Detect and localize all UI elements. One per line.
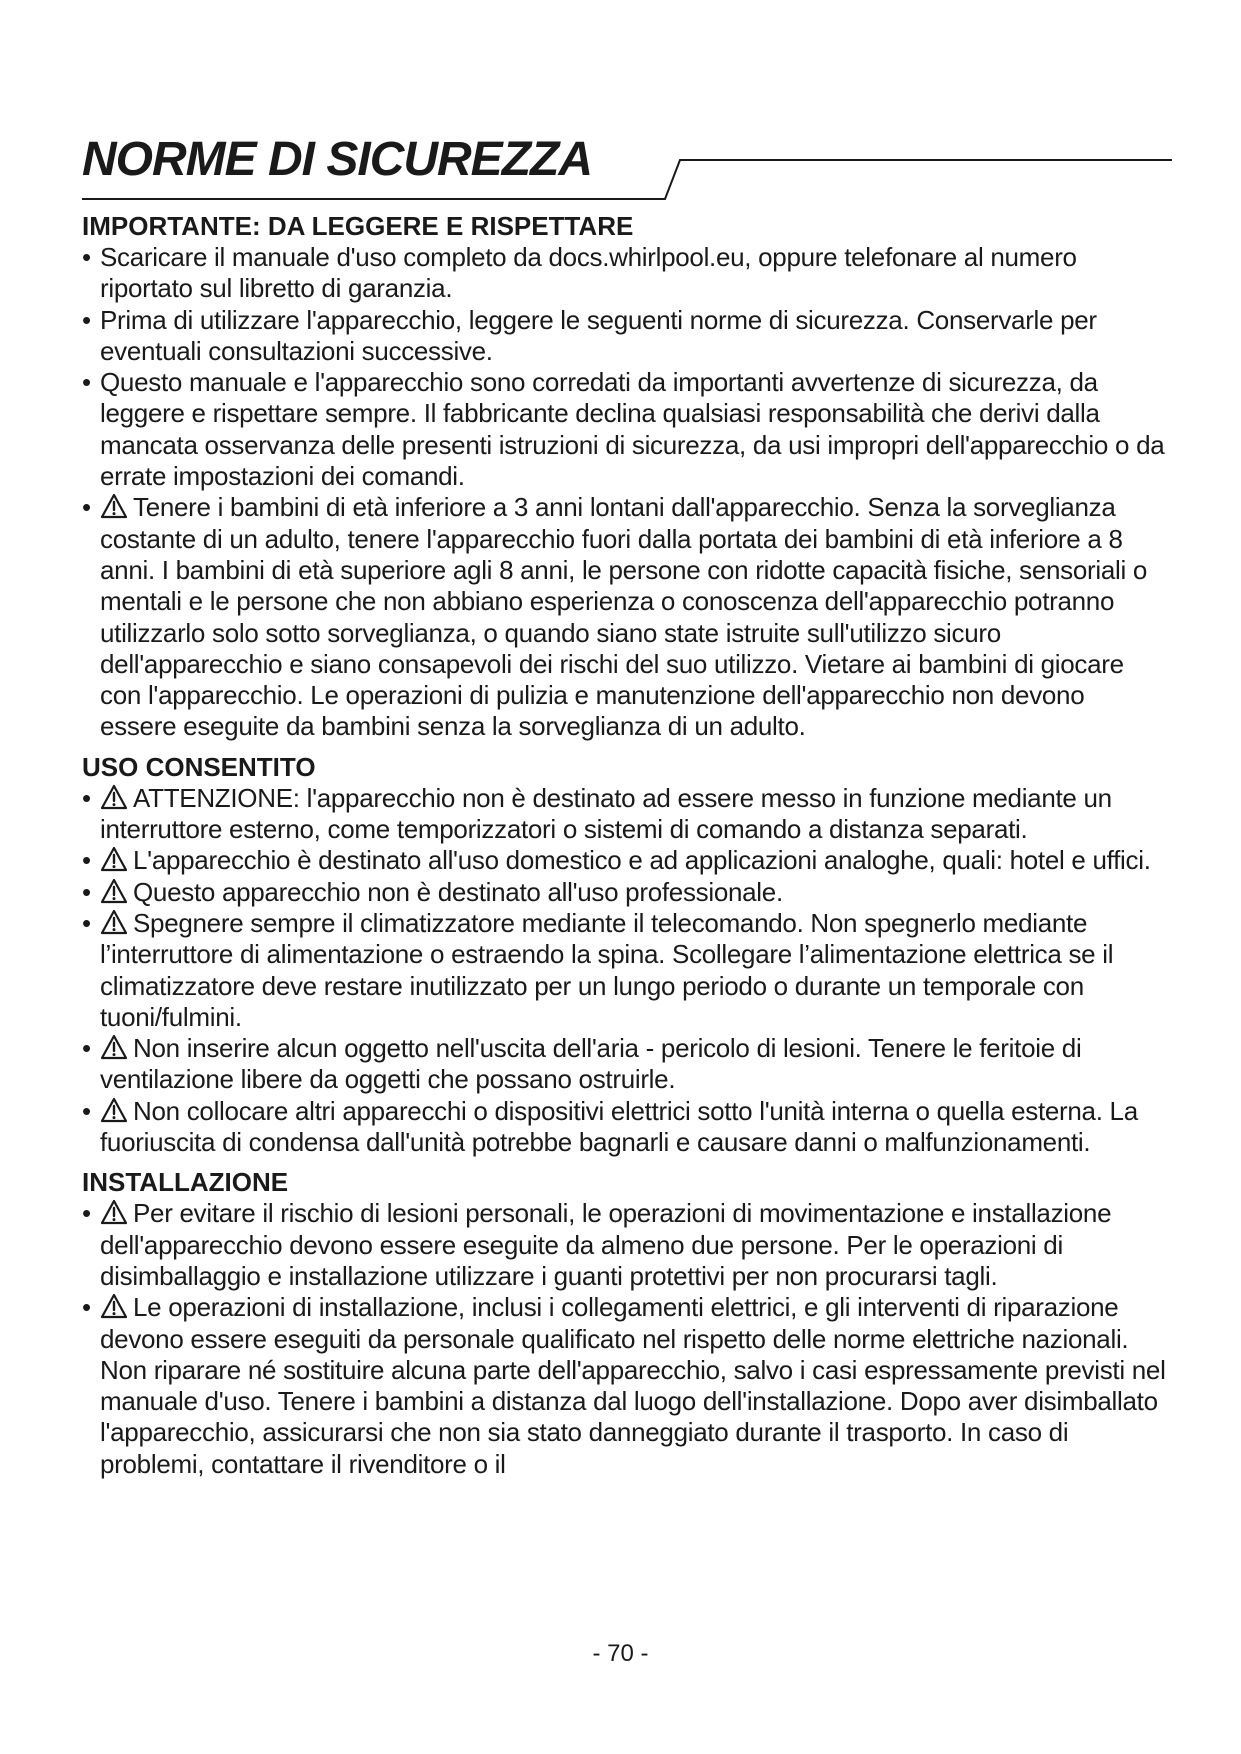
- list-item-text: Scaricare il manuale d'uso completo da docs.whirlpool.eu, oppure telefonare al numero riportato sul libretto di garanzia.: [100, 242, 1077, 304]
- warning-triangle-icon: [100, 1034, 130, 1060]
- bullet-icon: •: [82, 782, 91, 813]
- document-page: [82, 0, 1167, 1488]
- title-row: [82, 0, 1167, 210]
- list-item-text: Le operazioni di installazione, inclusi i collegamenti elettrici, e gli interventi di riparazione devono essere eseguiti da personale qualificato nel rispetto delle norme elettriche nazionali. Non riparare né sostituire alcuna parte dell'apparecchio, salvo i casi espressamente previsti nel manuale d'uso. Tenere i bambini a distanza dal luogo dell'installazione. Dopo aver disimballato l'apparecchio, assicurarsi che non sia stato danneggiato durante il trasporto. In caso di problemi, contattare il rivenditore o il: [100, 1292, 1166, 1479]
- list-item-text: Spegnere sempre il climatizzatore mediante il telecomando. Non spegnerlo mediante l’interruttore di alimentazione o estraendo la spina. Scollegare l’alimentazione elettrica se il climatizzatore deve restare inutilizzato per un lungo periodo o durante un temporale con tuoni/fulmini.: [100, 907, 1114, 1032]
- list-item-text: Per evitare il rischio di lesioni personali, le operazioni di movimentazione e installazione dell'apparecchio devono essere eseguite da almeno due persone. Per le operazioni di disimballaggio e installazione utilizzare i guanti protettivi per non procurarsi tagli.: [100, 1198, 1112, 1291]
- bullet-icon: •: [82, 304, 91, 335]
- warning-triangle-icon: [100, 1199, 130, 1225]
- section-heading: USO CONSENTITO: [82, 751, 316, 782]
- list-item-text: Questo apparecchio non è destinato all'uso professionale.: [133, 876, 783, 907]
- bullet-icon: •: [82, 367, 91, 398]
- bullet-list: [82, 242, 1167, 743]
- section: [82, 1166, 1167, 1480]
- bullet-icon: •: [82, 845, 91, 876]
- list-item-text: Tenere i bambini di età inferiore a 3 anni lontani dall'apparecchio. Senza la sorveglianza costante di un adulto, tenere l'apparecchio fuori dalla portata dei bambini di età inferiore a 8 anni. I bambini di età superiore agli 8 anni, le persone con ridotte capacità fisiche, sensoriali o mentali e le persone che non abbiano esperienza o conoscenza dell'apparecchio potranno utilizzarlo solo sotto sorveglianza, o quando siano state istruite sull'utilizzo sicuro dell'apparecchio e siano consapevoli dei rischi del suo utilizzo. Vietare ai bambini di giocare con l'apparecchio. Le operazioni di pulizia e manutenzione dell'apparecchio non devono essere eseguite da bambini senza la sorveglianza di un adulto.: [100, 492, 1148, 742]
- page-number: - 70 -: [592, 1640, 649, 1667]
- section-heading: INSTALLAZIONE: [82, 1167, 289, 1198]
- page-title: NORME DI SICUREZZA: [82, 133, 592, 186]
- bullet-list: [82, 1198, 1167, 1480]
- warning-triangle-icon: [100, 909, 130, 935]
- list-item: [82, 492, 1167, 742]
- bullet-icon: •: [82, 1095, 91, 1126]
- section: [82, 751, 1167, 1159]
- bullet-list: [82, 783, 1167, 1159]
- list-item: [82, 242, 1167, 305]
- list-item: [82, 367, 1167, 492]
- list-item-text: ATTENZIONE: l'apparecchio non è destinato ad essere messo in funzione mediante un interruttore esterno, come temporizzatori o sistemi di comando a distanza separati.: [100, 782, 1112, 845]
- list-item-text: L'apparecchio è destinato all'uso domestico e ad applicazioni analoghe, quali: hotel e uffici.: [133, 845, 1151, 876]
- list-item: [82, 1033, 1167, 1096]
- bullet-icon: •: [82, 1033, 91, 1064]
- warning-triangle-icon: [100, 784, 130, 810]
- list-item: [82, 845, 1167, 876]
- list-item: [82, 877, 1167, 908]
- list-item: [82, 1096, 1167, 1159]
- list-item: [82, 783, 1167, 846]
- bullet-icon: •: [82, 1292, 91, 1323]
- warning-triangle-icon: [100, 493, 130, 519]
- list-item: [82, 1198, 1167, 1292]
- list-item: [82, 305, 1167, 368]
- list-item: [82, 908, 1167, 1033]
- warning-triangle-icon: [100, 878, 130, 904]
- bullet-icon: •: [82, 1198, 91, 1229]
- warning-triangle-icon: [100, 1097, 130, 1123]
- bullet-icon: •: [82, 492, 91, 523]
- list-item-text: Non inserire alcun oggetto nell'uscita dell'aria - pericolo di lesioni. Tenere le feritoie di ventilazione libere da oggetti che possano ostruirle.: [100, 1033, 1082, 1095]
- bullet-icon: •: [82, 907, 91, 938]
- warning-triangle-icon: [100, 846, 130, 872]
- bullet-icon: •: [82, 876, 91, 907]
- section: [82, 210, 1167, 743]
- list-item-text: Questo manuale e l'apparecchio sono corredati da importanti avvertenze di sicurezza, da leggere e rispettare sempre. Il fabbricante declina qualsiasi responsabilità che derivi dalla mancata osservanza delle presenti istruzioni di sicurezza, da usi impropri dell'apparecchio o da errate impostazioni dei comandi.: [100, 367, 1165, 492]
- bullet-icon: •: [82, 242, 91, 272]
- list-item-text: Prima di utilizzare l'apparecchio, leggere le seguenti norme di sicurezza. Conservarle per eventuali consultazioni successive.: [100, 304, 1097, 366]
- section-heading: IMPORTANTE: DA LEGGERE E RISPETTARE: [82, 211, 634, 241]
- list-item: [82, 1292, 1167, 1480]
- list-item-text: Non collocare altri apparecchi o dispositivi elettrici sotto l'unità interna o quella esterna. La fuoriuscita di condensa dall'unità potrebbe bagnarli e causare danni o malfunzionamenti.: [100, 1095, 1138, 1158]
- warning-triangle-icon: [100, 1293, 130, 1319]
- sections-container: [82, 210, 1167, 1480]
